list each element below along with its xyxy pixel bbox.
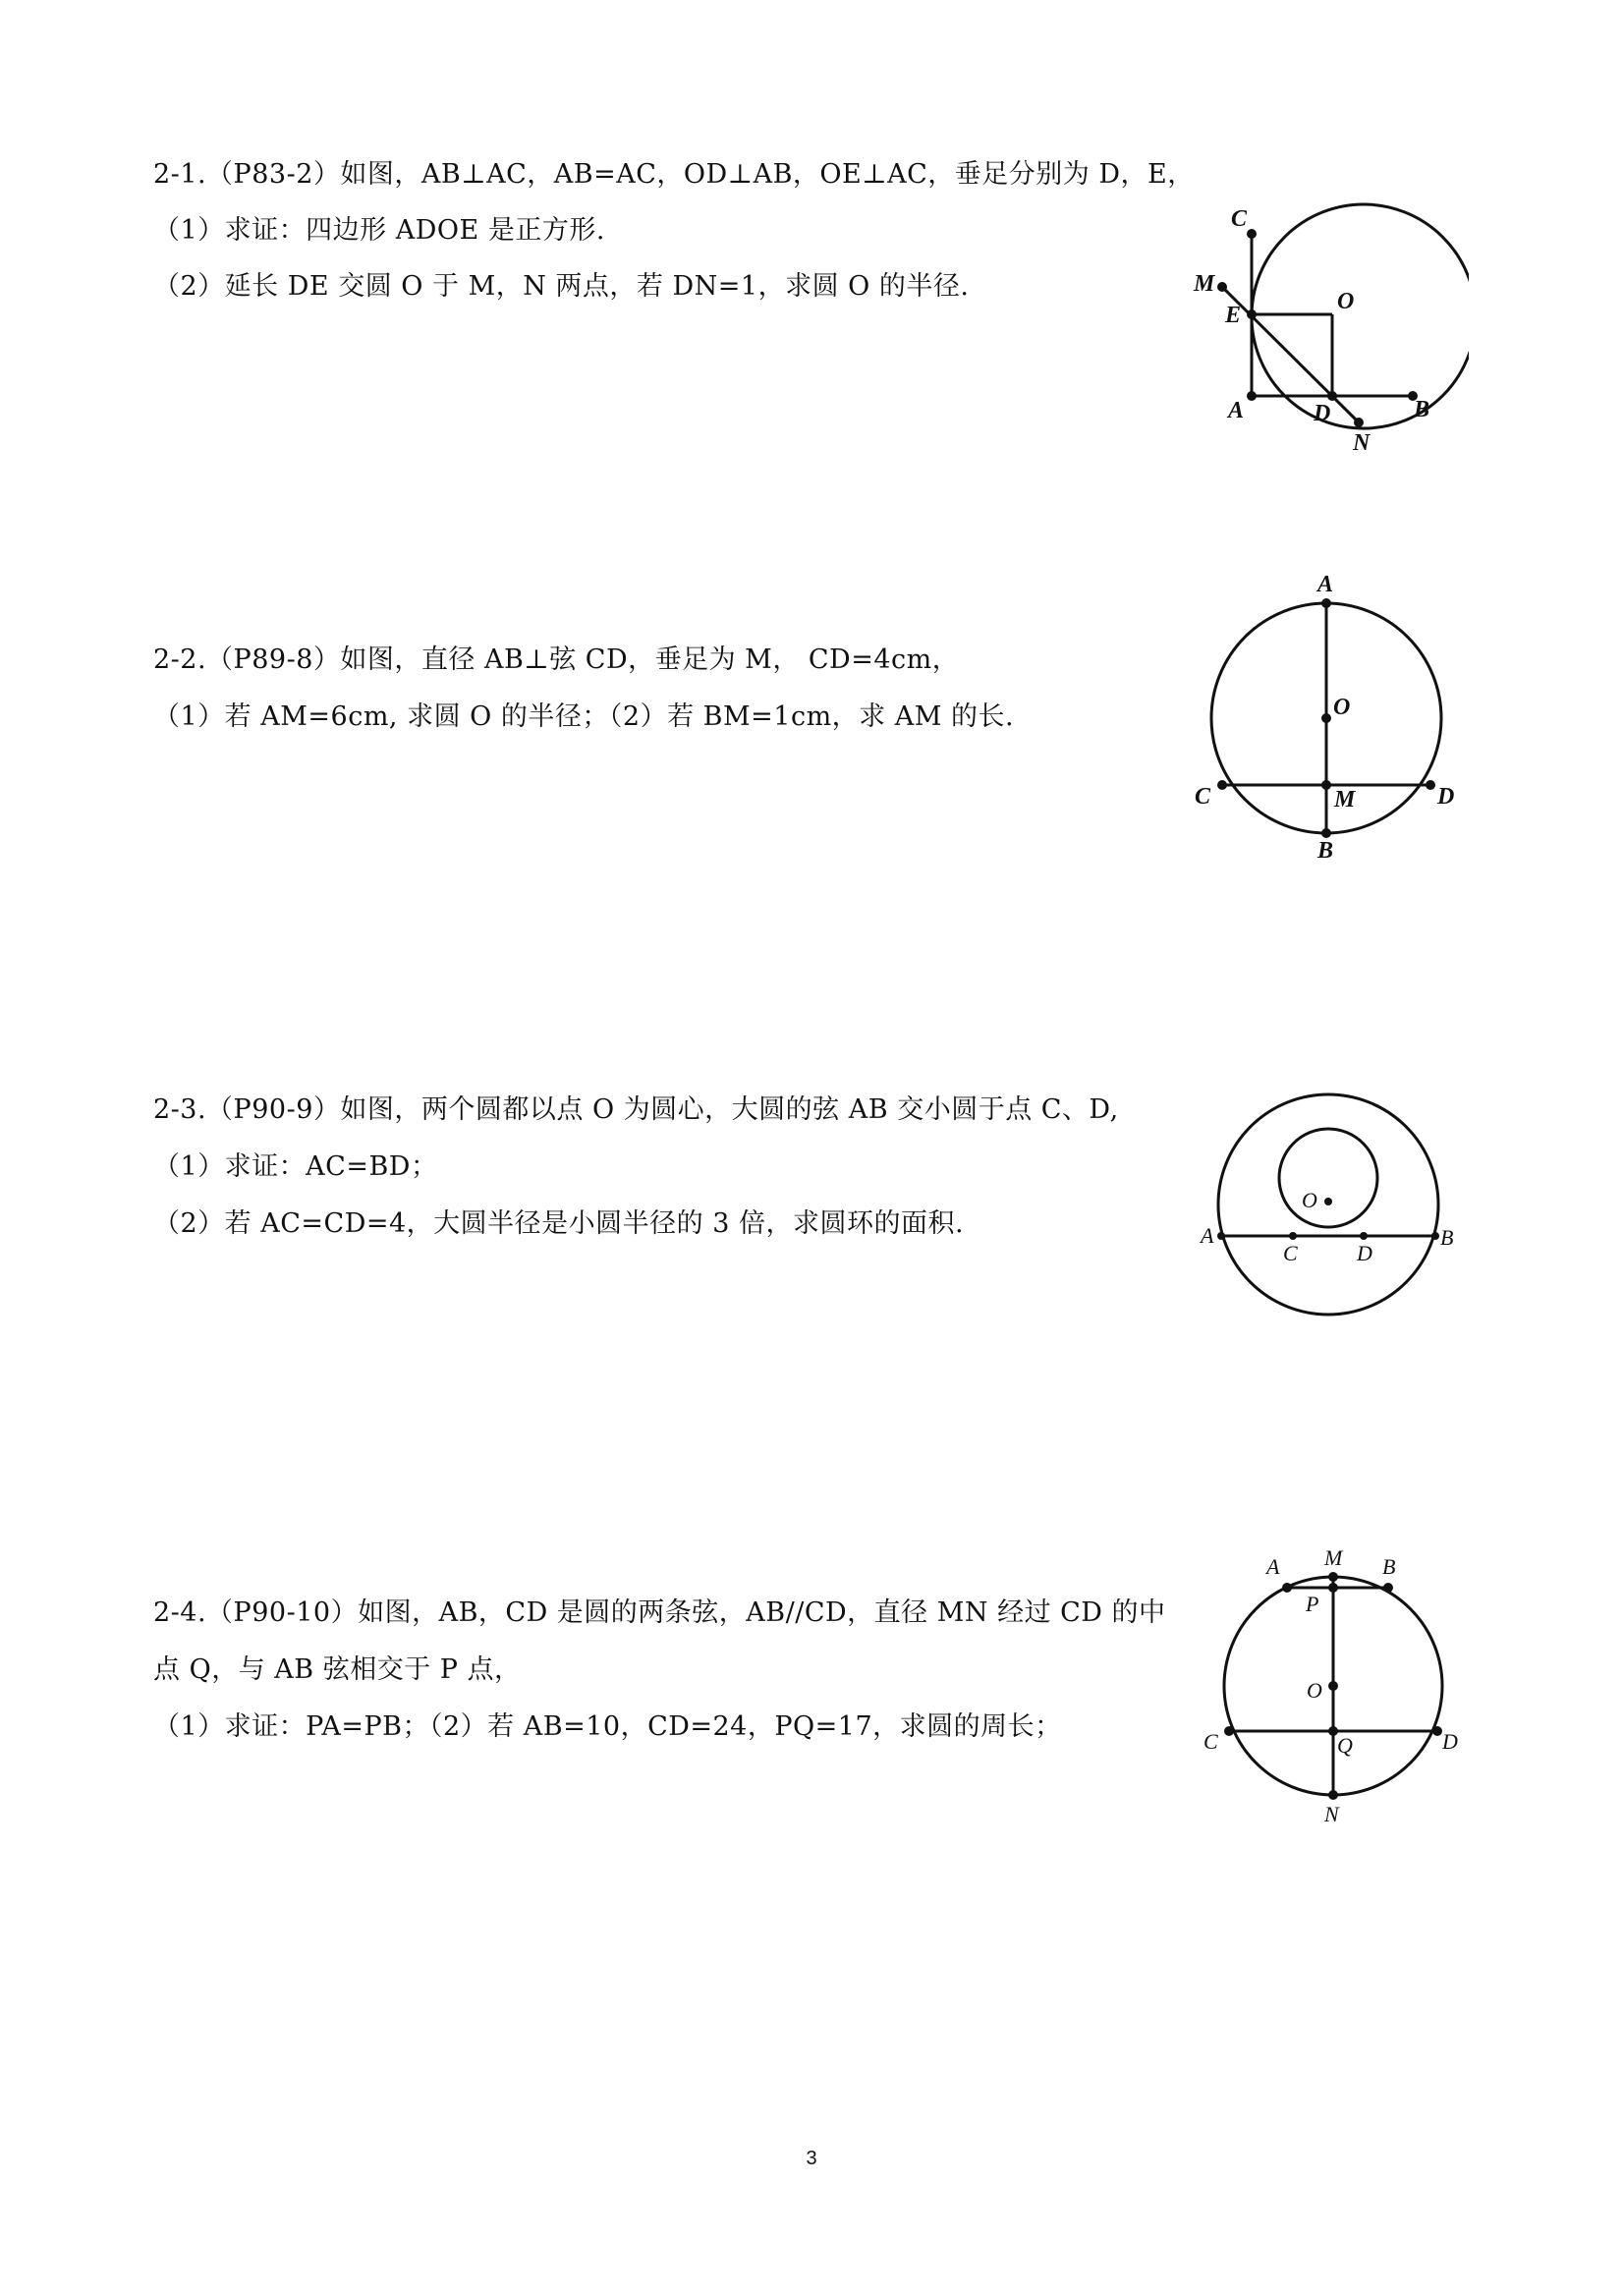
page-number: 3 — [806, 2148, 817, 2169]
problem-2-3-line-1: 2-3.（P90-9）如图，两个圆都以点 O 为圆心，大圆的弦 AB 交小圆于点 C、D, — [153, 1094, 1119, 1125]
label-o: O — [1307, 1678, 1322, 1703]
point-o — [1324, 1198, 1332, 1205]
point-m — [1217, 282, 1227, 292]
label-o: O — [1333, 695, 1351, 720]
figure-2-4 — [1194, 1538, 1479, 1832]
label-q: Q — [1337, 1733, 1353, 1758]
point-b — [1431, 1232, 1439, 1240]
point-b — [1321, 828, 1331, 838]
circle-small — [1279, 1129, 1377, 1227]
figure-2-1 — [1174, 196, 1469, 472]
label-e: E — [1225, 303, 1242, 328]
label-d: D — [1314, 401, 1331, 426]
label-b: B — [1440, 1225, 1454, 1250]
label-b: B — [1414, 397, 1430, 422]
point-b — [1383, 1583, 1393, 1593]
problem-2-1-line-1: 2-1.（P83-2）如图，AB⊥AC，AB=AC，OD⊥AB，OE⊥AC，垂足分别为 D，E， — [153, 159, 1195, 190]
label-c: C — [1195, 784, 1211, 810]
label-d: D — [1437, 784, 1455, 810]
problem-2-4-line-1: 2-4.（P90-10）如图，AB，CD 是圆的两条弦，AB//CD，直径 MN 经过 CD 的中 — [153, 1597, 1166, 1628]
label-m: M — [1194, 271, 1215, 297]
point-n — [1354, 418, 1364, 427]
point-d — [1426, 780, 1435, 790]
label-c: C — [1283, 1241, 1298, 1265]
problem-2-4-line-2: 点 Q，与 AB 弦相交于 P 点， — [153, 1654, 522, 1685]
point-d — [1360, 1232, 1368, 1240]
figure-2-2 — [1189, 575, 1474, 869]
point-d — [1327, 391, 1337, 401]
point-p — [1328, 1583, 1338, 1593]
label-d: D — [1357, 1241, 1372, 1265]
label-b: B — [1317, 838, 1334, 864]
label-n: N — [1324, 1802, 1339, 1826]
figure-2-3 — [1189, 1086, 1474, 1321]
label-o: O — [1337, 289, 1355, 314]
problem-2-1-line-3: （2）延长 DE 交圆 O 于 M，N 两点，若 DN=1，求圆 O 的半径. — [153, 271, 970, 302]
label-b: B — [1382, 1554, 1396, 1579]
problem-2-3-line-2: （1）求证：AC=BD； — [153, 1151, 438, 1182]
point-c — [1289, 1232, 1297, 1240]
label-c: C — [1231, 206, 1248, 232]
point-d — [1432, 1726, 1442, 1736]
point-m — [1321, 780, 1331, 790]
point-a — [1247, 391, 1257, 401]
point-c — [1217, 780, 1227, 790]
point-o — [1321, 713, 1331, 723]
problem-2-4-line-3: （1）求证：PA=PB；（2）若 AB=10，CD=24，PQ=17，求圆的周长； — [153, 1711, 1062, 1742]
point-c — [1224, 1726, 1234, 1736]
label-a: A — [1317, 575, 1334, 597]
point-m — [1328, 1572, 1338, 1582]
label-m: M — [1324, 1545, 1343, 1570]
label-a: A — [1201, 1223, 1214, 1248]
label-o: O — [1302, 1188, 1317, 1212]
point-o — [1328, 1681, 1338, 1691]
label-a: A — [1266, 1554, 1280, 1579]
label-a: A — [1228, 398, 1245, 423]
problem-2-2-line-1: 2-2.（P89-8）如图，直径 AB⊥弦 CD，垂足为 M， CD=4cm， — [153, 644, 960, 675]
problem-2-3-line-3: （2）若 AC=CD=4，大圆半径是小圆半径的 3 倍，求圆环的面积. — [153, 1208, 965, 1239]
problem-2-1-line-2: （1）求证：四边形 ADOE 是正方形. — [153, 215, 605, 246]
label-p: P — [1306, 1592, 1319, 1616]
label-m: M — [1334, 787, 1356, 812]
point-a — [1282, 1583, 1292, 1593]
point-c — [1247, 229, 1257, 239]
point-a — [1321, 598, 1331, 608]
point-e — [1247, 309, 1257, 319]
point-a — [1217, 1232, 1225, 1240]
label-c: C — [1203, 1729, 1218, 1754]
label-n: N — [1353, 430, 1371, 456]
label-d: D — [1442, 1729, 1458, 1754]
point-n — [1328, 1790, 1338, 1800]
problem-2-2-line-2: （1）若 AM=6cm, 求圆 O 的半径；（2）若 BM=1cm，求 AM 的长. — [153, 701, 1015, 732]
